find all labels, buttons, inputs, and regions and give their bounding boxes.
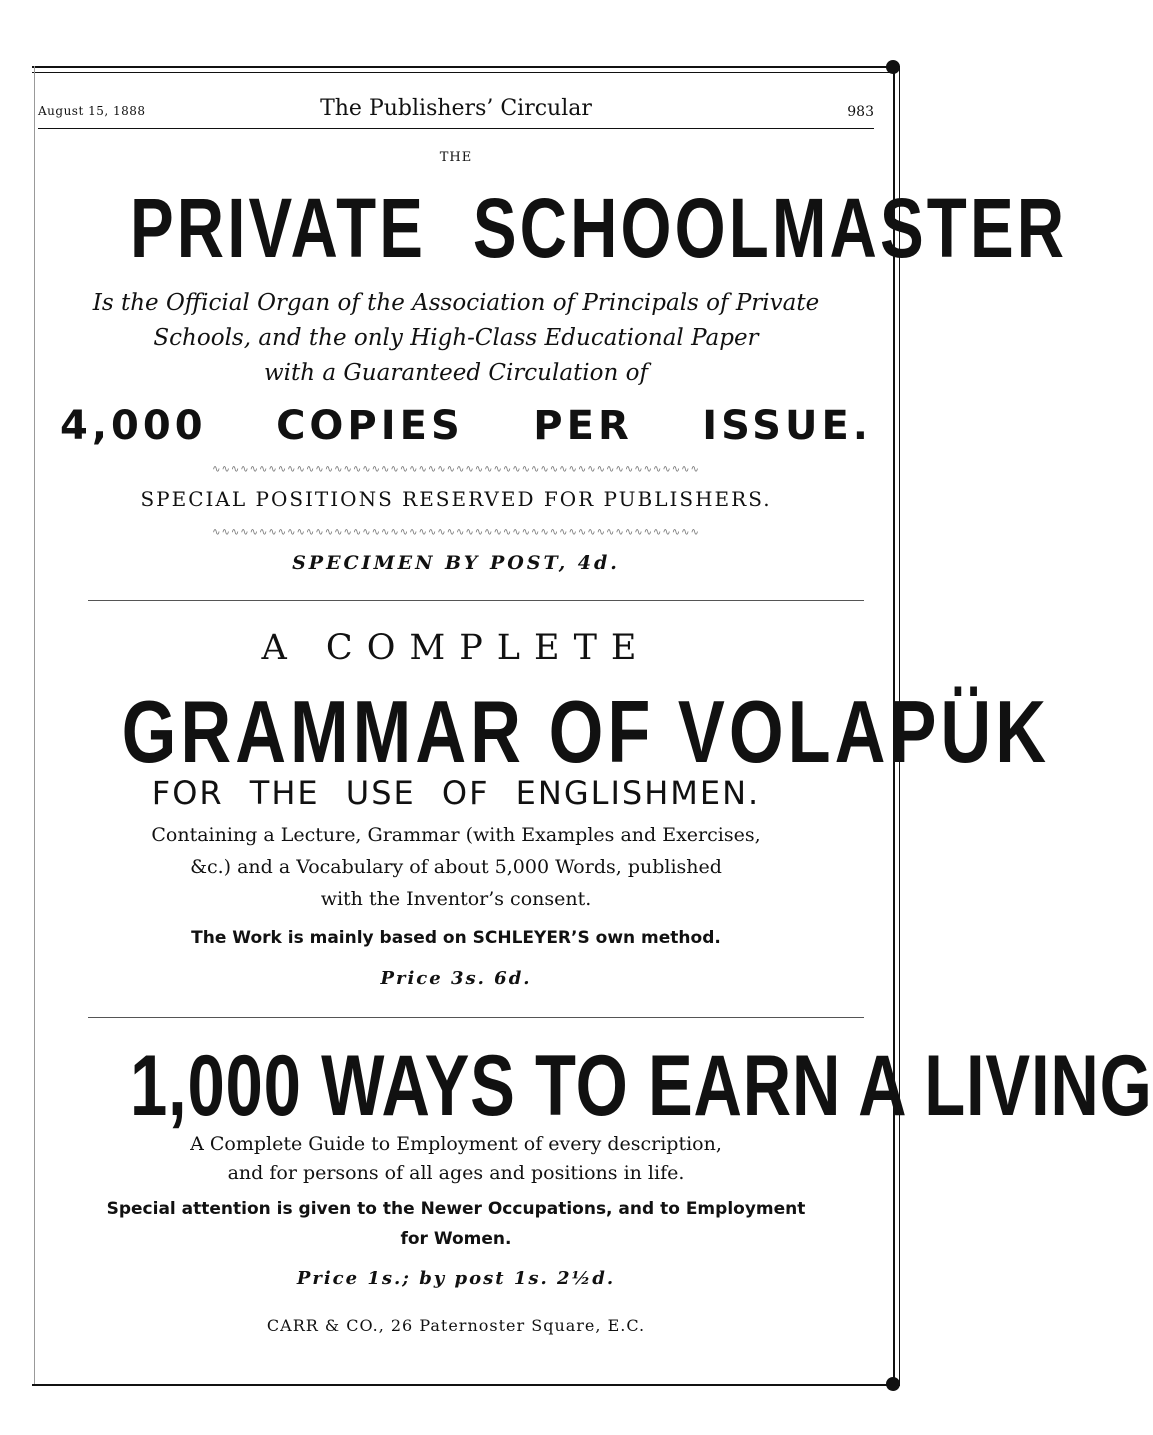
schoolmaster-text-line: Schools, and the only High-Class Educational Paper: [153, 325, 759, 351]
frame-left-rule: [34, 66, 35, 1386]
ways-title: 1,000 WAYS TO EARN A LIVING: [129, 1038, 1153, 1134]
ways-price: Price 1s.; by post 1s. 2½d.: [296, 1268, 616, 1289]
circulation-word: ISSUE.: [702, 403, 872, 449]
volapuk-price: Price 3s. 6d.: [380, 968, 532, 989]
schoolmaster-text-line: Is the Official Organ of the Association of Principals of Private: [92, 290, 820, 316]
volapuk-text-line: with the Inventor’s consent.: [320, 888, 592, 910]
section-divider: [88, 1017, 864, 1018]
ways-text-line: Special attention is given to the Newer Occupations, and to Employment: [106, 1199, 806, 1219]
running-head: [38, 96, 874, 126]
circulation-word: PER: [533, 403, 633, 449]
publisher-imprint: CARR & CO., 26 Paternoster Square, E.C.: [266, 1316, 646, 1335]
publication-title: The Publishers’ Circular: [320, 96, 592, 121]
frame-top-rule-inner: [32, 72, 894, 73]
schoolmaster-title: [129, 180, 1068, 276]
frame-top-rule: [32, 66, 894, 68]
ways-text-line: for Women.: [400, 1229, 512, 1249]
frame-bottom-rule: [32, 1384, 894, 1386]
issue-date: August 15, 1888: [38, 104, 146, 118]
volapuk-method-note: The Work is mainly based on SCHLEYER’S own method.: [191, 928, 721, 948]
schoolmaster-title-part1: PRIVATE: [129, 181, 427, 275]
circulation-banner: [60, 403, 872, 449]
volapuk-text-line: Containing a Lecture, Grammar (with Examples and Exercises,: [151, 824, 761, 846]
circulation-count: 4,000: [60, 403, 207, 449]
special-positions-notice: SPECIAL POSITIONS RESERVED FOR PUBLISHERS.: [140, 487, 772, 511]
ways-text-line: and for persons of all ages and positions in life.: [227, 1162, 685, 1184]
volapuk-kicker: A COMPLETE: [261, 628, 651, 668]
volapuk-title: GRAMMAR OF VOLAPÜK: [121, 682, 1051, 781]
wavy-ornament-rule: ∿∿∿∿∿∿∿∿∿∿∿∿∿∿∿∿∿∿∿∿∿∿∿∿∿∿∿∿∿∿∿∿∿∿∿∿∿∿∿∿∿∿∿∿∿∿∿∿∿∿∿∿: [212, 527, 700, 538]
schoolmaster-text-line: with a Guaranteed Circulation of: [264, 360, 648, 386]
schoolmaster-kicker: THE: [439, 150, 473, 165]
corner-ornament-icon: [886, 1377, 900, 1391]
corner-ornament-icon: [886, 60, 900, 74]
page-number: 983: [847, 104, 874, 120]
head-rule: [38, 128, 874, 129]
circulation-word: COPIES: [276, 403, 464, 449]
specimen-notice: SPECIMEN BY POST, 4d.: [292, 552, 620, 574]
wavy-ornament-rule: ∿∿∿∿∿∿∿∿∿∿∿∿∿∿∿∿∿∿∿∿∿∿∿∿∿∿∿∿∿∿∿∿∿∿∿∿∿∿∿∿∿∿∿∿∿∿∿∿∿∿∿∿: [212, 464, 700, 475]
ways-text-line: A Complete Guide to Employment of every description,: [190, 1133, 722, 1155]
schoolmaster-title-part2: SCHOOLMASTER: [472, 181, 1068, 275]
volapuk-subtitle: FOR THE USE OF ENGLISHMEN.: [151, 774, 761, 812]
volapuk-text-line: &c.) and a Vocabulary of about 5,000 Words, published: [190, 856, 722, 878]
section-divider: [88, 600, 864, 601]
